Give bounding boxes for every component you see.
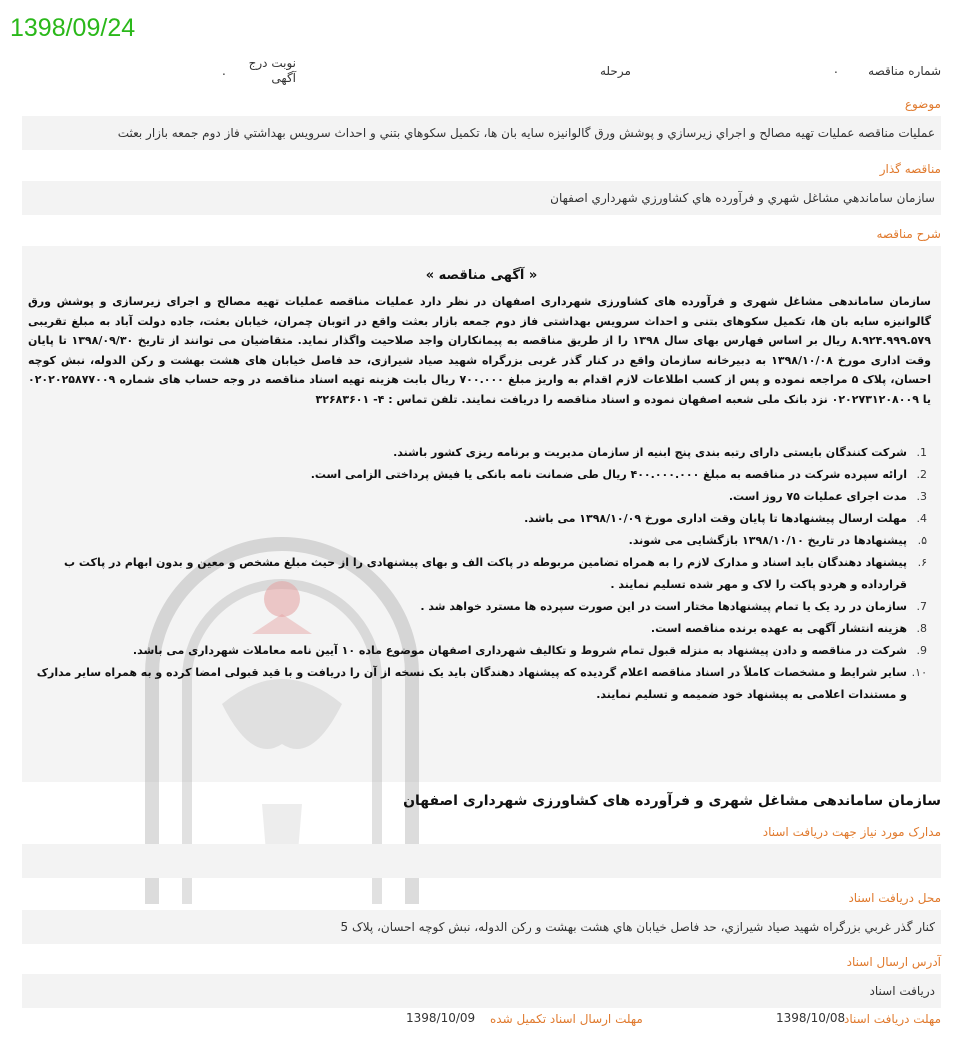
list-item-text: شرکت کنندگان بایستی دارای رتبه بندی پنج ابنیه از سازمان مدیریت و برنامه ریزی کشور باشند. (393, 446, 907, 459)
list-item-number: 4. (916, 512, 927, 525)
list-item-text: پیشنهاد دهندگان باید اسناد و مدارک لازم را به همراه تضامین مربوطه در پاکت الف و بهای پیشنهادی را از حیث مبلغ مشخص و معین و بدون ابهام در پاکت ب قرارداده و هردو پاکت را لاک و مهر شده تسلیم نمایند . (64, 556, 907, 591)
receive-deadline-label: مهلت دریافت اسناد (843, 1012, 941, 1026)
list-item-text: ارائه سپرده شرکت در مناقصه به مبلغ ۴۰۰.۰۰۰.۰۰۰ ریال طی ضمانت نامه بانکی یا فیش پرداختی الزامی است. (310, 468, 907, 481)
list-item-number: 9. (916, 644, 927, 657)
subject-box (22, 116, 941, 150)
list-item-number: 7. (916, 600, 927, 613)
documents-needed-label: مدارک مورد نیاز جهت دریافت اسناد (762, 825, 941, 839)
list-item-number: ۶. (917, 556, 927, 569)
notice-box (22, 246, 941, 782)
send-deadline-label: مهلت ارسال اسناد تکمیل شده (490, 1012, 643, 1026)
list-item-text: سایر شرایط و مشخصات کاملاً در اسناد مناقصه اعلام گردیده که پیشنهاد دهندگان باید یک نسخه از آن را دریافت و با قید قبولی امضا کرده و به همراه سایر مدارک و مستندات اعلامی به پیشنهاد خود ضمیمه و تسلیم نمایند. (36, 666, 907, 701)
list-item-text: شرکت در مناقصه و دادن پیشنهاد به منزله قبول تمام شروط و تکالیف شهرداری اصفهان موضوع ماده ۱۰ آیین نامه معاملات شهرداری می باشد. (132, 644, 907, 657)
list-item (30, 486, 929, 508)
list-item (30, 640, 929, 662)
list-item-text: سازمان در رد یک یا تمام پیشنهادها مختار است در این صورت سپرده ها مسترد خواهد شد . (420, 600, 907, 613)
list-item-number: 2. (916, 468, 927, 481)
receive-place-box (22, 910, 941, 944)
notice-body: سازمان ساماندهی مشاغل شهری و فرآورده های کشاورزی شهرداری اصفهان در نظر دارد عملیات مناقصه عملیات تهیه مصالح و اجرای زیرسازی و پوشش ورق گالوانیزه سایه بان ها، تکمیل سکوهای بتنی و احداث سرویس بهداشتی فاز دوم جمعه بازار بعثت واقع در اتوبان چمران، خیابان بعثت، جاده دولت آباد به مبلغ تقریبی ۸.۹۲۴.۹۹۹.۵۷۹ ریال بر اساس فهارس بهای سال ۱۳۹۸ را از طریق مناقصه به پیمانکاران واجد صلاحیت واگذار نماید. متقاضیان می توانند از تاریخ ۱۳۹۸/۰۹/۳۰ تا پایان وقت اداری مورخ ۱۳۹۸/۱۰/۰۸ به دبیرخانه سازمان واقع در کنار گذر غربی بزرگراه شهید صیاد شیرازی، حد فاصل خیابان های هشت بهشت و رکن الدوله، نبش کوچه احسان، پلاک ۵ مراجعه نموده و پس از کسب اطلاعات لازم اقدام به واریز مبلغ ۷۰۰.۰۰۰ ریال بابت هزینه تهیه اسناد مناقصه در وجه حساب های شماره ۰۲۰۲۰۲۵۸۷۷۰۰۹ یا ۰۲۰۲۷۳۱۲۰۸۰۰۹ نزد بانک ملی شعبه اصفهان نموده و اسناد مناقصه را دریافت نمایند. تلفن تماس : ۴- ۳۲۶۸۳۶۰۱ (28, 295, 931, 406)
publish-date: 1398/09/24 (10, 14, 136, 42)
send-address-label: آدرس ارسال اسناد (846, 955, 941, 969)
list-item (30, 442, 929, 464)
list-item (30, 596, 929, 618)
conditions-list (30, 442, 929, 706)
receive-place-text: كنار گذر غربي بزرگراه شهيد صياد شيرازي، حد فاصل خيابان هاي هشت بهشت و ركن الدوله، نبش كوچه احسان، پلاک 5 (340, 920, 935, 934)
tenderer-text: سازمان ساماندهي مشاغل شهري و فرآورده هاي كشاورزي شهرداري اصفهان (550, 191, 935, 205)
tenderer-box (22, 181, 941, 215)
list-item (30, 508, 929, 530)
tender-number-value: . (834, 62, 838, 76)
list-item-number: 1. (916, 446, 927, 459)
send-deadline-value: 1398/10/09 (406, 1011, 476, 1025)
send-address-box (22, 974, 941, 1008)
list-item-number: ۵. (917, 534, 927, 547)
organization-signature: سازمان ساماندهی مشاغل شهری و فرآورده های کشاورزی شهرداری اصفهان (403, 793, 941, 809)
list-item (30, 662, 929, 706)
list-item-text: مدت اجرای عملیات ۷۵ روز است. (728, 490, 907, 503)
receive-place-label: محل دریافت اسناد (848, 891, 941, 905)
description-label: شرح مناقصه (876, 227, 941, 241)
tenderer-label: مناقصه گذار (879, 162, 941, 176)
insertion-label: نوبت درج آگهی (248, 56, 296, 85)
list-item-text: هزینه انتشار آگهی به عهده برنده مناقصه است. (650, 622, 907, 635)
list-item-text: پیشنهادها در تاریخ ۱۳۹۸/۱۰/۱۰ بازگشایی می شوند. (628, 534, 907, 547)
insertion-value: . (222, 64, 226, 78)
tender-number-label: شماره مناقصه (868, 64, 941, 78)
list-item-number: ۱۰. (911, 666, 927, 679)
receive-deadline-value: 1398/10/08 (776, 1011, 846, 1025)
list-item (30, 552, 929, 596)
list-item (30, 464, 929, 486)
list-item-text: مهلت ارسال پیشنهادها تا پایان وقت اداری مورخ ۱۳۹۸/۱۰/۰۹ می باشد. (524, 512, 907, 525)
notice-title: « آگهی مناقصه » (425, 268, 538, 283)
list-item (30, 530, 929, 552)
documents-needed-box (22, 844, 941, 878)
subject-label: موضوع (904, 97, 941, 111)
subject-text: عمليات مناقصه عمليات تهيه مصالح و اجراي زيرسازي و پوشش ورق گالوانيزه سايه بان ها، تكميل سكوهاي بتني و احداث سرويس بهداشتي فاز دوم جمعه بازار بعثت (117, 126, 935, 140)
list-item-number: 8. (916, 622, 927, 635)
send-address-text: دریافت اسناد (869, 984, 935, 998)
list-item (30, 618, 929, 640)
stage-label: مرحله (600, 64, 631, 78)
list-item-number: 3. (916, 490, 927, 503)
